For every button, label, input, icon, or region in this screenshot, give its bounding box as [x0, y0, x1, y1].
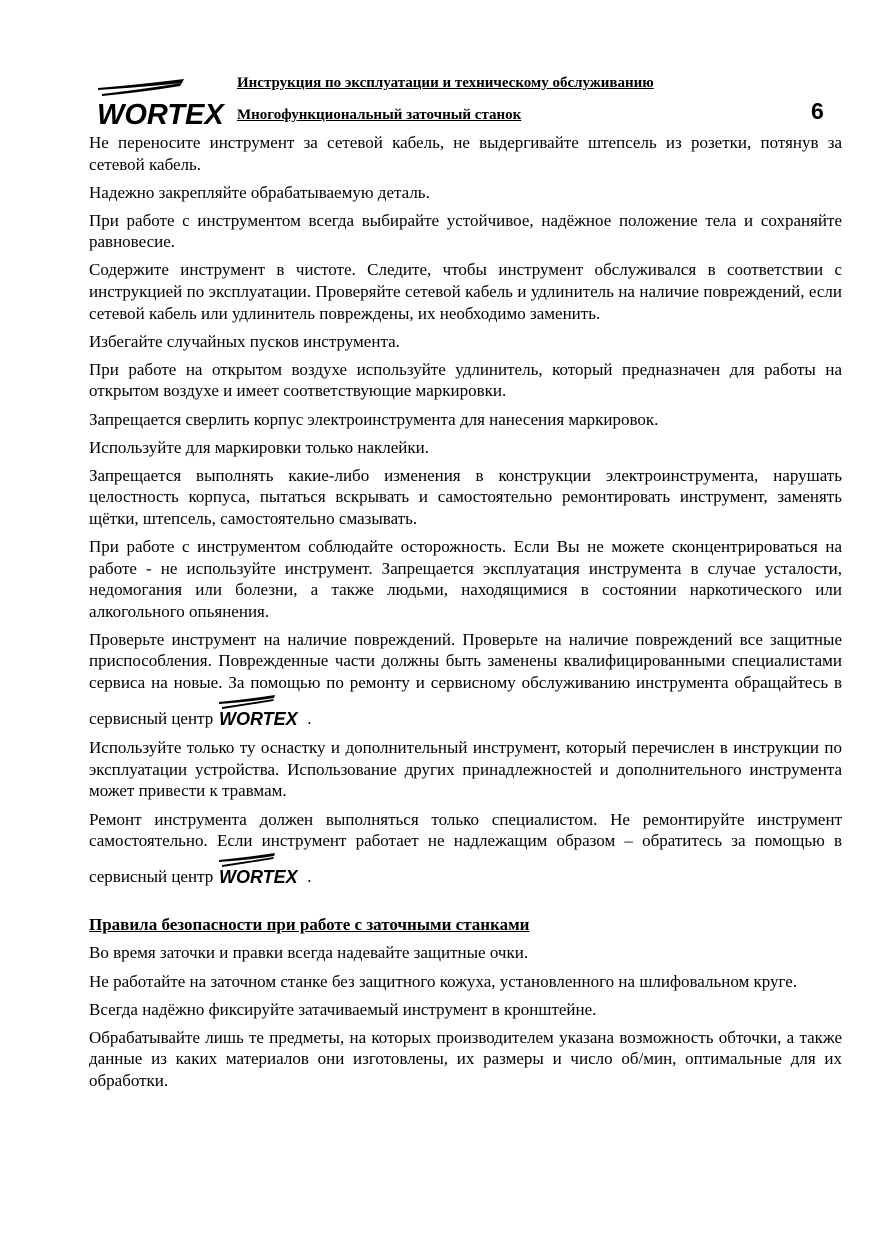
- page-header: [0, 0, 878, 130]
- paragraph: При работе с инструментом соблюдайте осторожность. Если Вы не можете сконцентрироваться на работе - не используйте инструмент. Запрещается эксплуатация инструмента в случае усталости, недомогания или болезни, а также людьми, находящимися в состоянии наркотического или алкогольного опьянения.: [89, 537, 842, 621]
- paragraph: Всегда надёжно фиксируйте затачиваемый инструмент в кронштейне.: [89, 999, 597, 1019]
- paragraph-end: .: [307, 866, 312, 886]
- paragraph-service: [89, 629, 842, 729]
- paragraph: Запрещается выполнять какие-либо изменения в конструкции электроинструмента, нарушать целостность корпуса, пытаться вскрывать и самостоятельно ремонтировать инструмент, заменять щётки, штепсель, самостоятельно смазывать.: [89, 465, 842, 528]
- document-title: Инструкция по эксплуатации и техническому обслуживанию: [237, 75, 654, 91]
- paragraph-text: Проверьте инструмент на наличие повреждений. Проверьте на наличие повреждений все защитные приспособления. Поврежденные части должны быть заменены квалифицированными специалистами сервиса на новые. За помощью по ремонту и сервисному обслуживанию инструмента обращайтесь в сервисный центр: [89, 629, 842, 728]
- page-number: 6: [811, 98, 824, 124]
- paragraph: Во время заточки и правки всегда надевайте защитные очки.: [89, 943, 529, 963]
- section-title: Правила безопасности при работе с заточными станками: [89, 915, 530, 935]
- page-content: [89, 132, 842, 1098]
- paragraph: Не работайте на заточном станке без защитного кожуха, установленного на шлифовальном круге.: [89, 971, 798, 991]
- paragraph: Запрещается сверлить корпус электроинструмента для нанесения маркировок.: [89, 409, 659, 429]
- paragraph: При работе на открытом воздухе используйте удлинитель, который предназначен для работы на открытом воздухе и имеет соответствующие маркировки.: [89, 359, 842, 401]
- svg-text:WORTEX: WORTEX: [97, 99, 224, 130]
- paragraph: Избегайте случайных пусков инструмента.: [89, 331, 400, 351]
- wortex-logo: [94, 74, 226, 130]
- wortex-inline-logo: [217, 852, 305, 886]
- paragraph: Надежно закрепляйте обрабатываемую деталь.: [89, 182, 430, 202]
- paragraph-repair: [89, 809, 842, 888]
- paragraph: Не переносите инструмент за сетевой кабель, не выдергивайте штепсель из розетки, потянув за сетевой кабель.: [89, 133, 842, 174]
- svg-text:WORTEX: WORTEX: [219, 708, 298, 728]
- document-subtitle: Многофункциональный заточный станок: [237, 107, 522, 123]
- paragraph: Содержите инструмент в чистоте. Следите, чтобы инструмент обслуживался в соответствии с инструкцией по эксплуатации. Проверяйте сетевой кабель и удлинитель на наличие повреждений, если сетевой кабель или удлинитель повреждены, их необходимо заменить.: [89, 260, 842, 323]
- wortex-inline-logo: [217, 694, 305, 728]
- paragraph: Используйте только ту оснастку и дополнительный инструмент, который перечислен в инструкции по эксплуатации устройства. Использование других принадлежностей и дополнительного инструмента может привести к травмам.: [89, 738, 842, 801]
- svg-text:WORTEX: WORTEX: [219, 866, 298, 886]
- paragraph: При работе с инструментом всегда выбирайте устойчивое, надёжное положение тела и сохраняйте равновесие.: [89, 210, 842, 252]
- paragraph-end: .: [307, 708, 312, 728]
- paragraph: Обрабатывайте лишь те предметы, на которых производителем указана возможность обточки, а также данные из каких материалов они изготовлены, их размеры и число об/мин, оптимальные для их обработки.: [89, 1027, 842, 1090]
- paragraph: Используйте для маркировки только наклейки.: [89, 437, 429, 457]
- paragraph-text: Ремонт инструмента должен выполняться только специалистом. Не ремонтируйте инструмент самостоятельно. Если инструмент работает не надлежащим образом – обратитесь за помощью в сервисный центр: [89, 809, 842, 886]
